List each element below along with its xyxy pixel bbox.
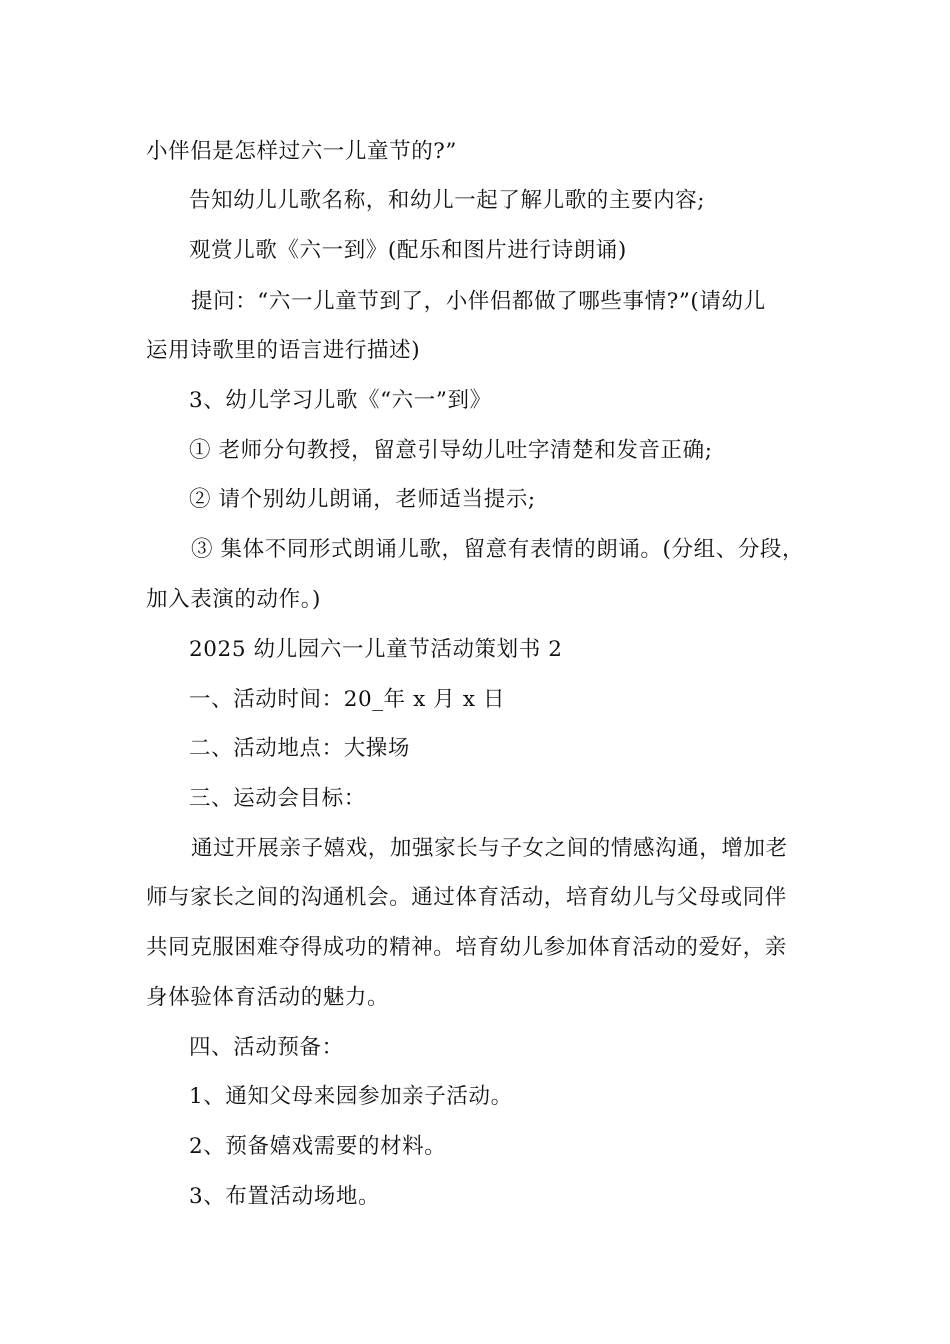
paragraph-line: 告知幼儿儿歌名称，和幼儿一起了解儿歌的主要内容; [189,188,706,213]
paragraph-line: 身体验体育活动的魅力。 [146,985,390,1010]
paragraph-line: 运用诗歌里的语言进行描述) [146,338,421,363]
list-item: 1、通知父母来园参加亲子活动。 [189,1084,513,1109]
paragraph-line: 观赏儿歌《六一到》(配乐和图片进行诗朗诵) [189,238,627,263]
paragraph-line: 小伴侣是怎样过六一儿童节的?” [146,139,458,164]
list-item: 2、预备嬉戏需要的材料。 [189,1134,447,1159]
paragraph-line: 三、运动会目标： [189,786,366,811]
paragraph-line: 一、活动时间：20_年 x 月 x 日 [189,687,506,712]
paragraph-line: 四、活动预备： [189,1035,344,1060]
paragraph-line: 通过开展亲子嬉戏，加强家长与子女之间的情感沟通，增加老 [191,836,788,861]
paragraph-line: 加入表演的动作。) [146,587,322,612]
paragraph-line: 提问：“六一儿童节到了，小伴侣都做了哪些事情?”(请幼儿 [191,289,766,314]
list-item: 3、布置活动场地。 [189,1184,381,1209]
section-title: 2025 幼儿园六一儿童节活动策划书 2 [189,637,563,662]
list-item: ③ 集体不同形式朗诵儿歌，留意有表情的朗诵。(分组、分段， [191,537,805,562]
paragraph-line: 二、活动地点：大操场 [189,736,411,761]
paragraph-line: 共同克服困难夺得成功的精神。培育幼儿参加体育活动的爱好，亲 [146,935,787,960]
list-item: ② 请个别幼儿朗诵，老师适当提示; [189,487,536,512]
list-item: 3、幼儿学习儿歌《“六一”到》 [189,388,492,413]
paragraph-line: 师与家长之间的沟通机会。通过体育活动，培育幼儿与父母或同伴 [146,885,787,910]
list-item: ① 老师分句教授，留意引导幼儿吐字清楚和发音正确; [189,438,713,463]
